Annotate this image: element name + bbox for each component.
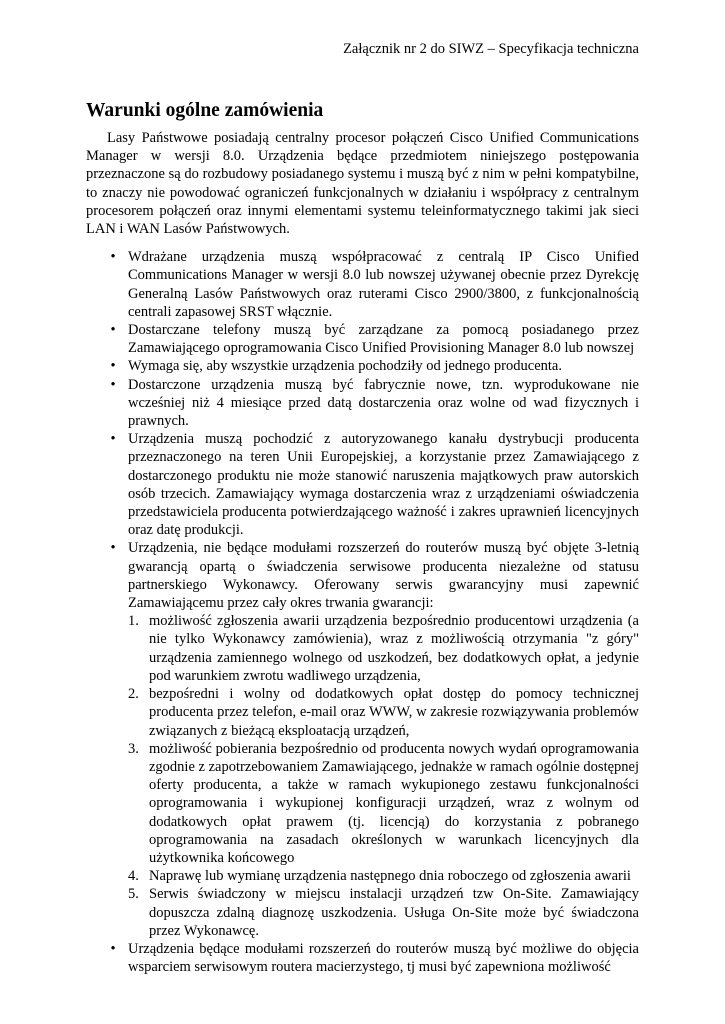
bullet-icon: • [110,540,116,557]
section-title: Warunki ogólne zamówienia [86,100,324,121]
bullet-icon: • [110,376,116,393]
bullet-icon: • [110,249,116,266]
numbered-item [128,612,639,685]
list-item [86,248,639,321]
numbered-item-text: bezpośredni i wolny od dodatkowych opłat dostęp do pomocy technicznej producenta przez telefon, e-mail oraz WWW, w zakresie rozwiązywania problemów związanych z bieżącą eksploatacją urządzeń, [149,686,639,739]
item-number: 2. [128,686,139,703]
item-number: 5. [128,886,139,903]
numbered-item-text: Serwis świadczony w miejscu instalacji urządzeń tzw On-Site. Zamawiający dopuszcza zdalną diagnozę uszkodzenia. Usługa On-Site może być świadczona przez Wykonawcę. [149,886,639,939]
item-number: 1. [128,613,139,630]
bullet-icon: • [110,358,116,375]
numbered-item-text: możliwość zgłoszenia awarii urządzenia bezpośrednio producentowi urządzenia (a nie tylko Wykonawcy zamówienia), wraz z możliwością otrzymania "z góry" urządzenia zamiennego wolnego od uszkodzeń, bez dodatkowych opłat, a jedynie pod warunkiem zwrotu wadliwego urządzenia, [149,613,639,684]
numbered-item-text: możliwość pobierania bezpośrednio od producenta nowych wydań oprogramowania zgodnie z zapotrzebowaniem Zamawiającego, jednakże w ramach ogólnie dostępnej oferty producenta, a także w ramach wykupionego zestawu funkcjonalności oprogramowania i wykupionej konfiguracji urządzeń, wraz z wolnym od dodatkowych opłat prawem (tj. licencją) do korzystania z pobranego oprogramowania na zasadach określonych w warunkach licencyjnych dla użytkownika końcowego [149,740,639,866]
numbered-item [128,740,639,867]
list-item-text: Wdrażane urządzenia muszą współpracować z centralą IP Cisco Unified Communications Manager w wersji 8.0 lub nowszej używanej obecnie przez Dyrekcję Generalną Lasów Państwowych oraz ruterami Cisco 2900/3800, z funkcjonalnością centrali zapasowej SRST włącznie. [128,249,639,320]
list-item-text: Dostarczone urządzenia muszą być fabrycznie nowe, tzn. wyprodukowane nie wcześniej niż 4 miesiące przed datą dostarczenia oraz wolne od wad fizycznych i prawnych. [128,376,639,430]
bullet-icon: • [110,322,116,339]
bullet-icon: • [110,431,116,448]
requirements-list [86,248,639,976]
list-item-text: Wymaga się, aby wszystkie urządzenia pochodziły od jednego producenta. [128,358,562,375]
list-item [86,940,639,976]
list-item [86,321,639,357]
document-body [86,98,639,976]
numbered-item [128,867,639,885]
numbered-item [128,685,639,740]
list-item [86,430,639,539]
list-item-text: Urządzenia, nie będące modułami rozszerzeń do routerów muszą być objęte 3-letnią gwarancją opartą o świadczenia serwisowe producenta niezależne od statusu partnerskiego Wykonawcy. Oferowany serwis gwarancyjny musi zapewnić Zamawiającemu przez cały okres trwania gwarancji: [128,540,639,612]
page-header: Załącznik nr 2 do SIWZ – Specyfikacja techniczna [343,41,639,57]
item-number: 3. [128,740,139,757]
list-item-text: Dostarczane telefony muszą być zarządzane za pomocą posiadanego przez Zamawiającego oprogramowania Cisco Unified Provisioning Manager 8.0 lub nowszej [128,322,639,357]
list-item [86,357,639,375]
list-item-text: Urządzenia będące modułami rozszerzeń do routerów muszą być możliwe do objęcia wsparciem serwisowym routera macierzystego, tj musi być zapewniona możliwość [128,940,639,976]
intro-paragraph: Lasy Państwowe posiadają centralny procesor połączeń Cisco Unified Communications Manager w wersji 8.0. Urządzenia będące przedmiotem niniejszego postępowania przeznaczone są do rozbudowy posiadanego systemu i muszą być z nim w pełni kompatybilne, to znaczy nie powodować ograniczeń funkcjonalnych w działaniu i współpracy z centralnym procesorem połączeń oraz innymi elementami systemu teleinformatycznego takimi jak sieci LAN i WAN Lasów Państwowych. [86,130,639,238]
list-item [86,376,639,431]
numbered-item [128,885,639,940]
item-number: 4. [128,868,139,885]
list-item [86,539,639,939]
bullet-icon: • [110,940,116,957]
numbered-item-text: Naprawę lub wymianę urządzenia następnego dnia roboczego od zgłoszenia awarii [149,868,631,885]
list-item-text: Urządzenia muszą pochodzić z autoryzowanego kanału dystrybucji producenta przeznaczonego na teren Unii Europejskiej, a korzystanie przez Zamawiającego z dostarczonego produktu nie może stanowić naruszenia majątkowych praw autorskich osób trzecich. Zamawiający wymaga dostarczenia wraz z urządzeniami oświadczenia przedstawiciela producenta potwierdzającego ważność i zakres uprawnień licencyjnych oraz datę produkcji. [128,431,639,539]
warranty-conditions-list [128,612,639,940]
